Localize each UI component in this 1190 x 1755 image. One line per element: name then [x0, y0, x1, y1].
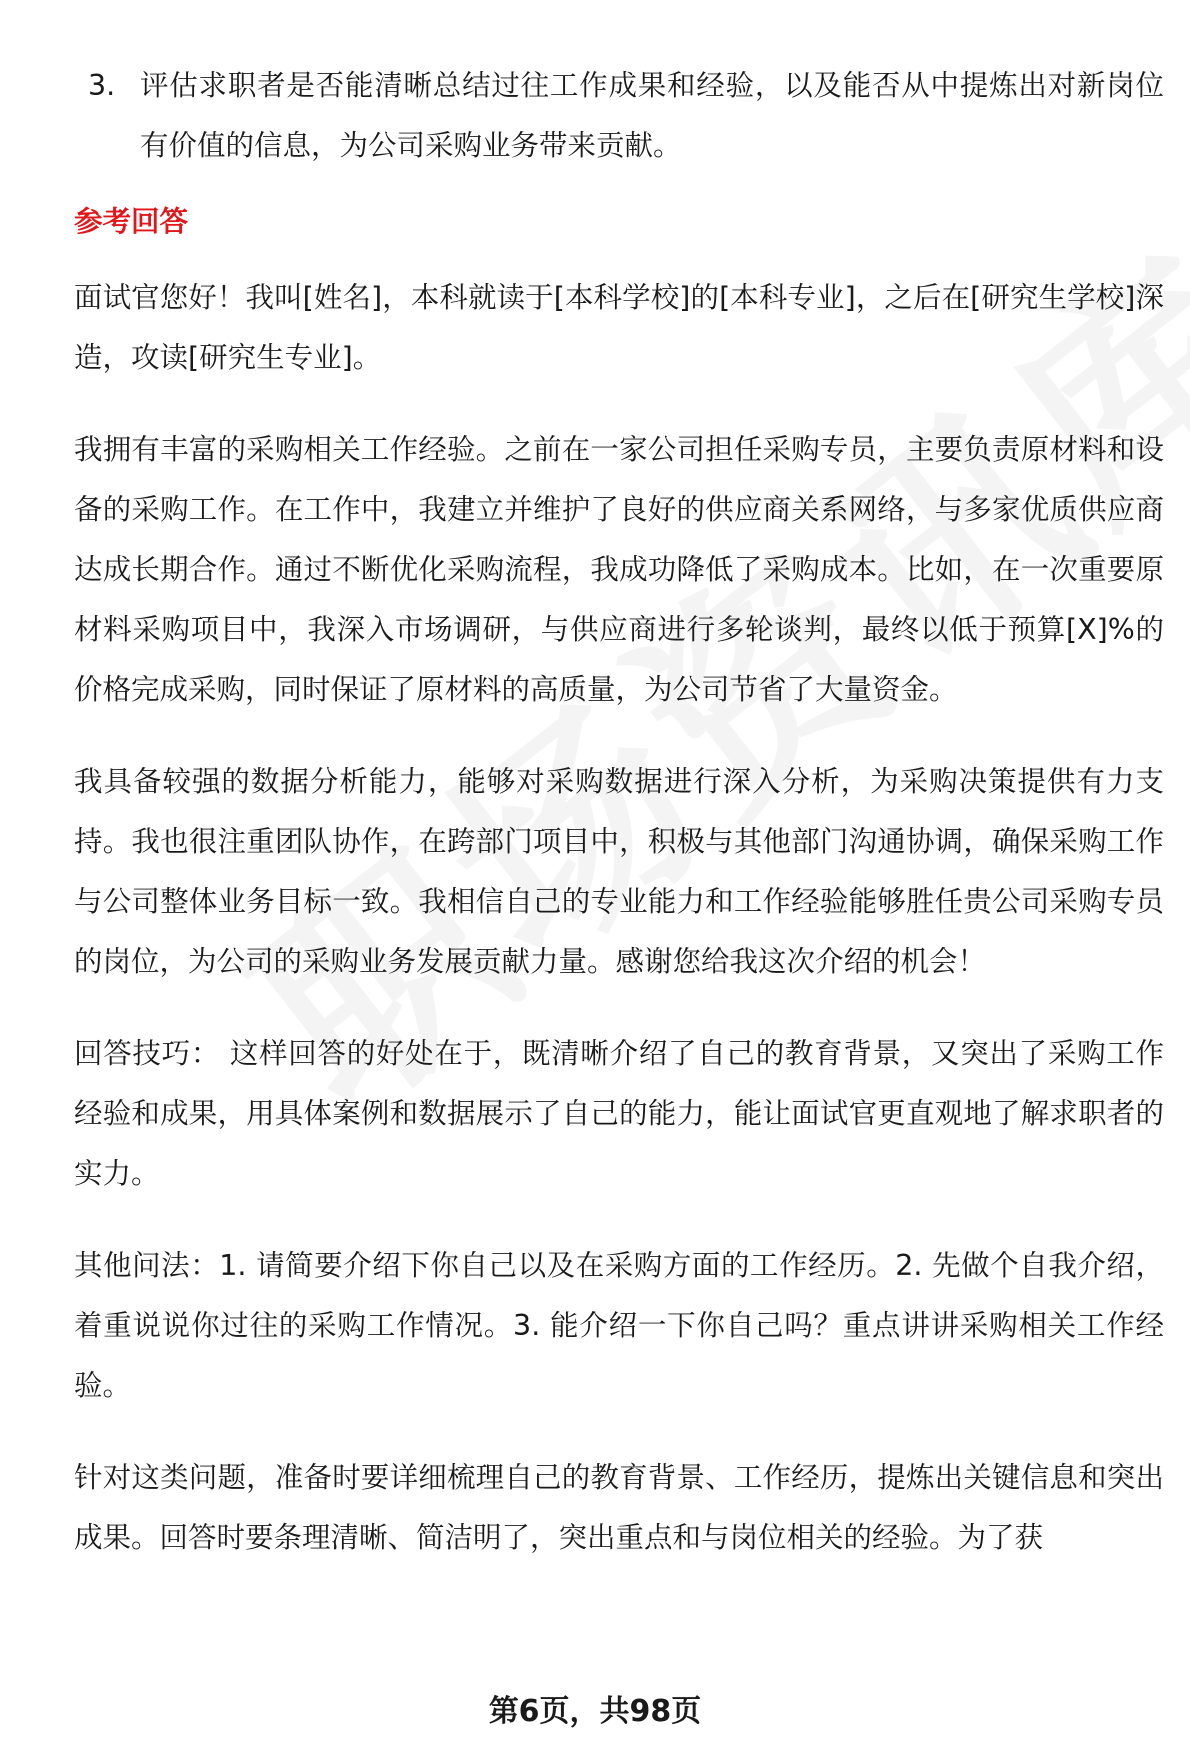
paragraph-other-questions: 其他问法：1. 请简要介绍下你自己以及在采购方面的工作经历。2. 先做个自我介绍，着重说说你过往的采购工作情况。3. 能介绍一下你自己吗？重点讲讲采购相关工作经验。 [74, 1249, 1164, 1402]
page-number: 第6页，共98页 [488, 1694, 702, 1729]
answer-heading: 参考回答 [74, 205, 189, 238]
list-item [74, 56, 1164, 176]
paragraph-introduction: 面试官您好！我叫[姓名]，本科就读于[本科学校]的[本科专业]，之后在[研究生学校]深造，攻读[研究生专业]。 [74, 281, 1164, 374]
list-item-text: 评估求职者是否能清晰总结过往工作成果和经验，以及能否从中提炼出对新岗位有价值的信息，为公司采购业务带来贡献。 [140, 69, 1164, 162]
paragraph-skills: 我具备较强的数据分析能力，能够对采购数据进行深入分析，为采购决策提供有力支持。我也很注重团队协作，在跨部门项目中，积极与其他部门沟通协调，确保采购工作与公司整体业务目标一致。我相信自己的专业能力和工作经验能够胜任贵公司采购专员的岗位，为公司的采购业务发展贡献力量。感谢您给我这次介绍的机会！ [74, 765, 1164, 978]
paragraph-preparation: 针对这类问题，准备时要详细梳理自己的教育背景、工作经历，提炼出关键信息和突出成果。回答时要条理清晰、简洁明了，突出重点和与岗位相关的经验。为了获 [74, 1461, 1164, 1554]
paragraph-experience: 我拥有丰富的采购相关工作经验。之前在一家公司担任采购专员，主要负责原材料和设备的采购工作。在工作中，我建立并维护了良好的供应商关系网络，与多家优质供应商达成长期合作。通过不断优化采购流程，我成功降低了采购成本。比如，在一次重要原材料采购项目中，我深入市场调研，与供应商进行多轮谈判，最终以低于预算[X]%的价格完成采购，同时保证了原材料的高质量，为公司节省了大量资金。 [74, 433, 1164, 706]
list-item-number: 3. [88, 69, 116, 102]
paragraph-answer-tips: 回答技巧： 这样回答的好处在于，既清晰介绍了自己的教育背景，又突出了采购工作经验和成果，用具体案例和数据展示了自己的能力，能让面试官更直观地了解求职者的实力。 [74, 1037, 1164, 1190]
page-content [74, 56, 1164, 1568]
